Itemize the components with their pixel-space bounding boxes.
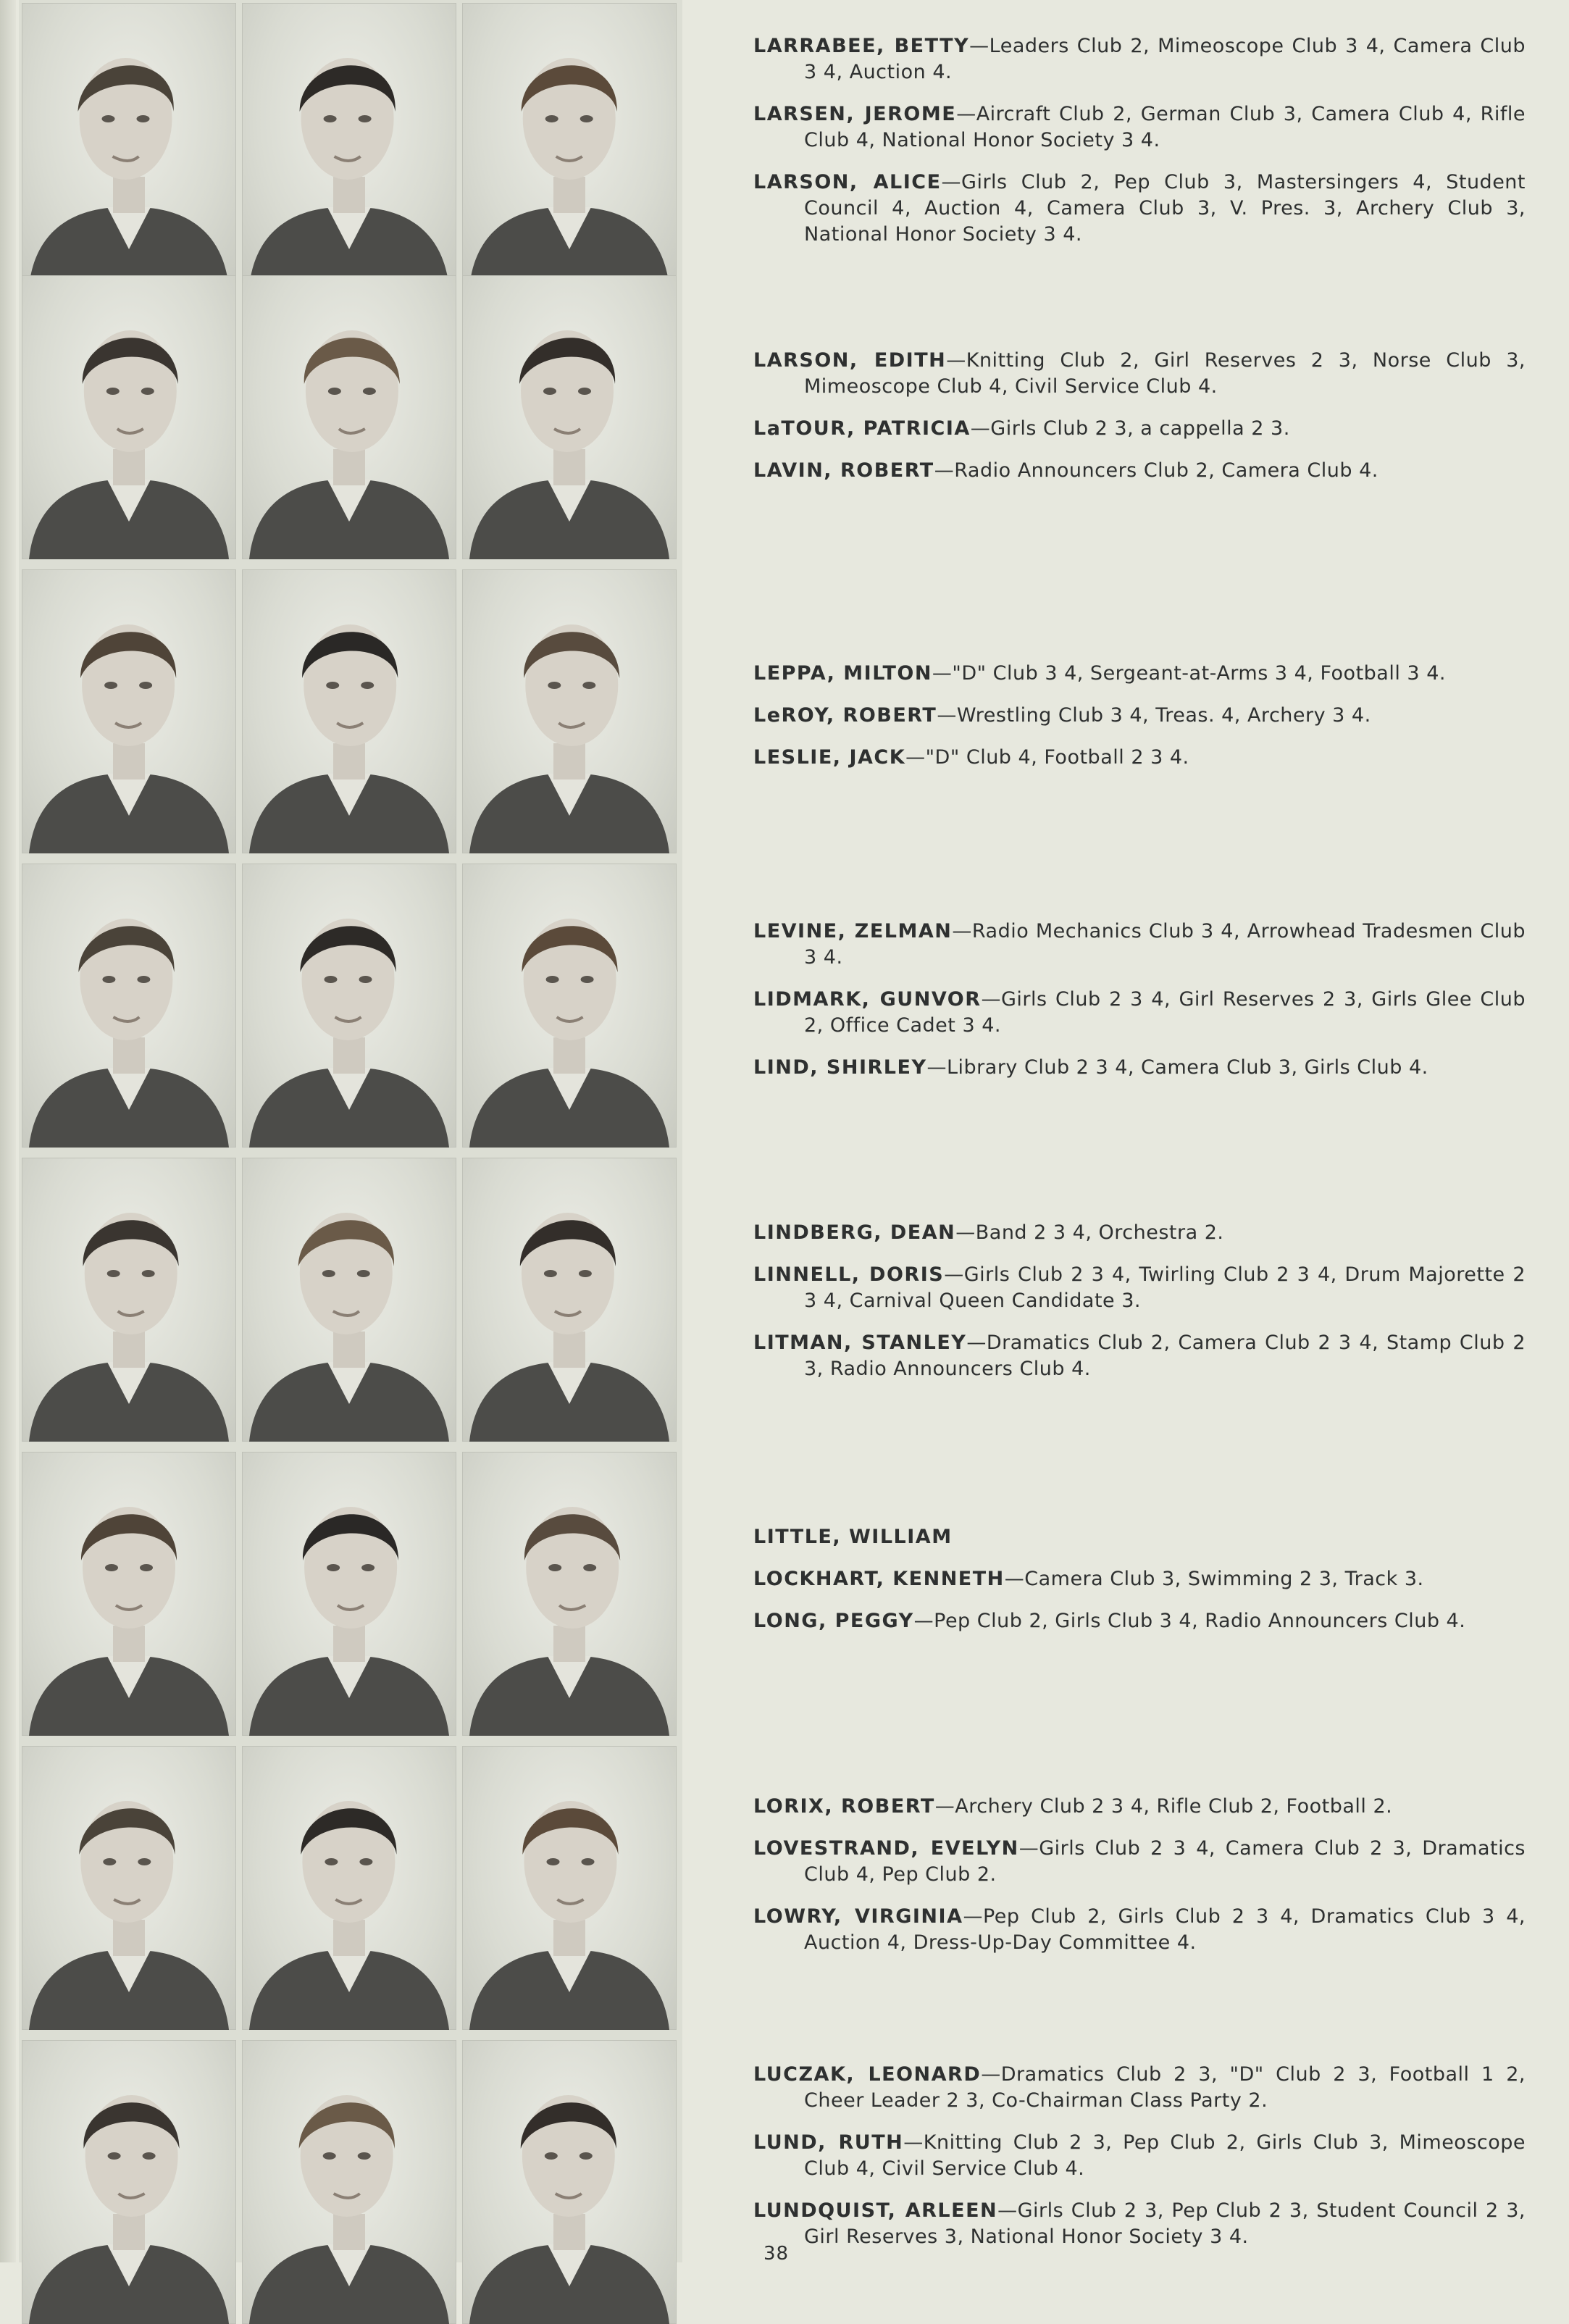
activity-dash: — [1004,1568,1025,1590]
portrait-silhouette-icon [242,569,456,853]
student-entry [753,2130,1526,2182]
entry-group [753,2062,1526,2266]
portrait-silhouette-icon [22,2040,236,2324]
entry-group [753,348,1526,500]
student-name: LAVIN, ROBERT [753,459,934,482]
portrait-silhouette-icon [242,275,456,559]
activity-dash: — [1018,1837,1039,1860]
portrait-silhouette-icon [22,3,236,287]
student-portrait [22,275,236,559]
student-entry [753,987,1526,1039]
student-portrait [462,569,677,853]
activity-dash: — [970,417,991,440]
student-name: LORIX, ROBERT [753,1795,935,1818]
portrait-silhouette-icon [22,1452,236,1736]
student-portrait [242,864,456,1148]
student-activities: Radio Announcers Club 2, Camera Club 4. [954,459,1378,482]
portrait-grid [19,0,682,2262]
student-activities: Girls Club 2 3, a cappella 2 3. [990,417,1290,440]
activity-dash: — [941,171,962,193]
entry-group [753,1524,1526,1650]
student-name: LITTLE, WILLIAM [753,1526,953,1548]
student-activities: Library Club 2 3 4, Camera Club 3, Girls Club 4. [947,1056,1428,1079]
activity-dash: — [963,1905,983,1928]
activity-dash: — [905,746,926,769]
student-portrait [462,1158,677,1442]
student-name: LUND, RUTH [753,2131,904,2154]
portrait-silhouette-icon [462,275,677,559]
portrait-silhouette-icon [462,1746,677,2030]
student-activities: Wrestling Club 3 4, Treas. 4, Archery 3 4. [956,704,1371,727]
activity-dash: — [952,920,972,942]
student-activities: Girls Club 2, Pep Club 3, Mastersingers 4, Student Council 4, Auction 4, Camera Club 3, V. Pres. 3, Archery Club 3, National Honor Society 3 4. [804,171,1526,246]
student-entry [753,1262,1526,1314]
student-activities: Girls Club 2 3, Pep Club 2 3, Student Council 2 3, Girl Reserves 3, National Honor Society 3 4. [804,2199,1526,2248]
student-portrait [22,3,236,287]
activity-dash: — [997,2199,1018,2222]
activity-dash: — [944,1263,964,1286]
activity-dash: — [969,35,989,57]
student-activities: Girls Club 2 3 4, Girl Reserves 2 3, Girls Glee Club 2, Office Cadet 3 4. [804,988,1526,1037]
activity-dash: — [903,2131,924,2154]
student-name: LITMAN, STANLEY [753,1332,967,1354]
student-name: LaTOUR, PATRICIA [753,417,971,440]
student-entry [753,458,1526,484]
student-entry [753,1566,1526,1592]
student-entry [753,33,1526,85]
student-activities: Archery Club 2 3 4, Rifle Club 2, Football 2. [955,1795,1393,1818]
student-name: LIND, SHIRLEY [753,1056,927,1079]
student-name: LESLIE, JACK [753,746,906,769]
page-edge [0,0,16,2262]
student-name: LONG, PEGGY [753,1610,914,1632]
student-portrait [242,1158,456,1442]
student-portrait [22,864,236,1148]
student-activities: Girls Club 2 3 4, Twirling Club 2 3 4, Drum Majorette 2 3 4, Carnival Queen Candidate 3. [804,1263,1526,1312]
activity-dash: — [955,1221,976,1244]
portrait-silhouette-icon [22,1746,236,2030]
entry-group [753,919,1526,1097]
student-portrait [462,1452,677,1736]
student-name: LARRABEE, BETTY [753,35,970,57]
activity-dash: — [934,1795,955,1818]
activity-dash: — [981,2063,1001,2086]
student-portrait [242,1452,456,1736]
student-name: LARSON, ALICE [753,171,942,193]
student-entry [753,348,1526,400]
student-activities: Leaders Club 2, Mimeoscope Club 3 4, Camera Club 3 4, Auction 4. [804,35,1526,83]
portrait-silhouette-icon [462,864,677,1148]
student-name: LOCKHART, KENNETH [753,1568,1005,1590]
student-entry [753,1794,1526,1820]
activity-dash: — [934,459,955,482]
student-portrait [22,1746,236,2030]
activity-dash: — [956,103,976,125]
student-portrait [22,1452,236,1736]
student-portrait [242,1746,456,2030]
portrait-silhouette-icon [462,2040,677,2324]
student-portrait [462,1746,677,2030]
entry-group [753,33,1526,264]
activity-dash: — [981,988,1001,1011]
entry-group [753,661,1526,787]
portrait-silhouette-icon [22,1158,236,1442]
student-portrait [22,569,236,853]
student-name: LINNELL, DORIS [753,1263,945,1286]
student-portrait [242,569,456,853]
student-portrait [22,1158,236,1442]
student-entry [753,919,1526,971]
activity-dash: — [937,704,957,727]
student-entry [753,745,1526,771]
portrait-silhouette-icon [242,3,456,287]
student-name: LeROY, ROBERT [753,704,937,727]
student-activities: Pep Club 2, Girls Club 3 4, Radio Announcers Club 4. [934,1610,1466,1632]
student-entry [753,170,1526,248]
portrait-silhouette-icon [242,1452,456,1736]
student-activities: "D" Club 3 4, Sergeant-at-Arms 3 4, Football 3 4. [952,662,1446,685]
student-activities: "D" Club 4, Football 2 3 4. [925,746,1189,769]
portrait-silhouette-icon [242,2040,456,2324]
page-number: 38 [763,2243,790,2265]
student-name: LARSON, EDITH [753,349,947,372]
activity-dash: — [926,1056,947,1079]
student-portrait [462,864,677,1148]
student-name: LEPPA, MILTON [753,662,932,685]
portrait-silhouette-icon [22,864,236,1148]
student-entries [753,0,1526,2262]
student-entry [753,703,1526,729]
student-entry [753,2198,1526,2250]
student-activities: Aircraft Club 2, German Club 3, Camera Club 4, Rifle Club 4, National Honor Society 3 4. [804,103,1526,151]
activity-dash: — [946,349,966,372]
student-name: LEVINE, ZELMAN [753,920,953,942]
student-entry [753,101,1526,154]
portrait-silhouette-icon [462,3,677,287]
student-name: LUCZAK, LEONARD [753,2063,982,2086]
student-activities: Dramatics Club 2, Camera Club 2 3 4, Stamp Club 2 3, Radio Announcers Club 4. [804,1332,1526,1380]
portrait-silhouette-icon [242,1158,456,1442]
portrait-silhouette-icon [22,275,236,559]
student-portrait [22,2040,236,2324]
student-name: LUNDQUIST, ARLEEN [753,2199,998,2222]
student-entry [753,1836,1526,1888]
student-name: LOVESTRAND, EVELYN [753,1837,1019,1860]
student-activities: Knitting Club 2, Girl Reserves 2 3, Norse Club 3, Mimeoscope Club 4, Civil Service Club 4. [804,349,1526,398]
entry-group [753,1220,1526,1398]
student-activities: Dramatics Club 2 3, "D" Club 2 3, Football 1 2, Cheer Leader 2 3, Co-Chairman Class Party 2. [804,2063,1526,2112]
student-activities: Pep Club 2, Girls Club 2 3 4, Dramatics Club 3 4, Auction 4, Dress-Up-Day Committee 4. [804,1905,1526,1954]
portrait-silhouette-icon [22,569,236,853]
student-name: LIDMARK, GUNVOR [753,988,982,1011]
portrait-silhouette-icon [462,1158,677,1442]
portrait-silhouette-icon [242,1746,456,2030]
portrait-silhouette-icon [462,569,677,853]
student-portrait [242,2040,456,2324]
student-portrait [462,2040,677,2324]
student-activities: Camera Club 3, Swimming 2 3, Track 3. [1024,1568,1424,1590]
student-entry [753,1608,1526,1634]
student-portrait [462,3,677,287]
student-portrait [462,275,677,559]
portrait-silhouette-icon [242,864,456,1148]
student-portrait [242,275,456,559]
activity-dash: — [966,1332,987,1354]
activity-dash: — [932,662,953,685]
student-entry [753,1904,1526,1956]
student-portrait [242,3,456,287]
student-activities: Girls Club 2 3 4, Camera Club 2 3, Dramatics Club 4, Pep Club 2. [804,1837,1526,1886]
student-entry [753,1524,1526,1550]
student-activities: Knitting Club 2 3, Pep Club 2, Girls Club 3, Mimeoscope Club 4, Civil Service Club 4. [804,2131,1526,2180]
student-name: LOWRY, VIRGINIA [753,1905,963,1928]
student-activities: Band 2 3 4, Orchestra 2. [975,1221,1224,1244]
portrait-silhouette-icon [462,1452,677,1736]
entry-group [753,1794,1526,1972]
student-entry [753,1330,1526,1382]
student-activities: Radio Mechanics Club 3 4, Arrowhead Tradesmen Club 3 4. [804,920,1526,969]
student-entry [753,661,1526,687]
student-name: LINDBERG, DEAN [753,1221,956,1244]
student-entry [753,1220,1526,1246]
student-entry [753,1055,1526,1081]
student-name: LARSEN, JEROME [753,103,957,125]
activity-dash: — [913,1610,934,1632]
student-entry [753,416,1526,442]
student-entry [753,2062,1526,2114]
